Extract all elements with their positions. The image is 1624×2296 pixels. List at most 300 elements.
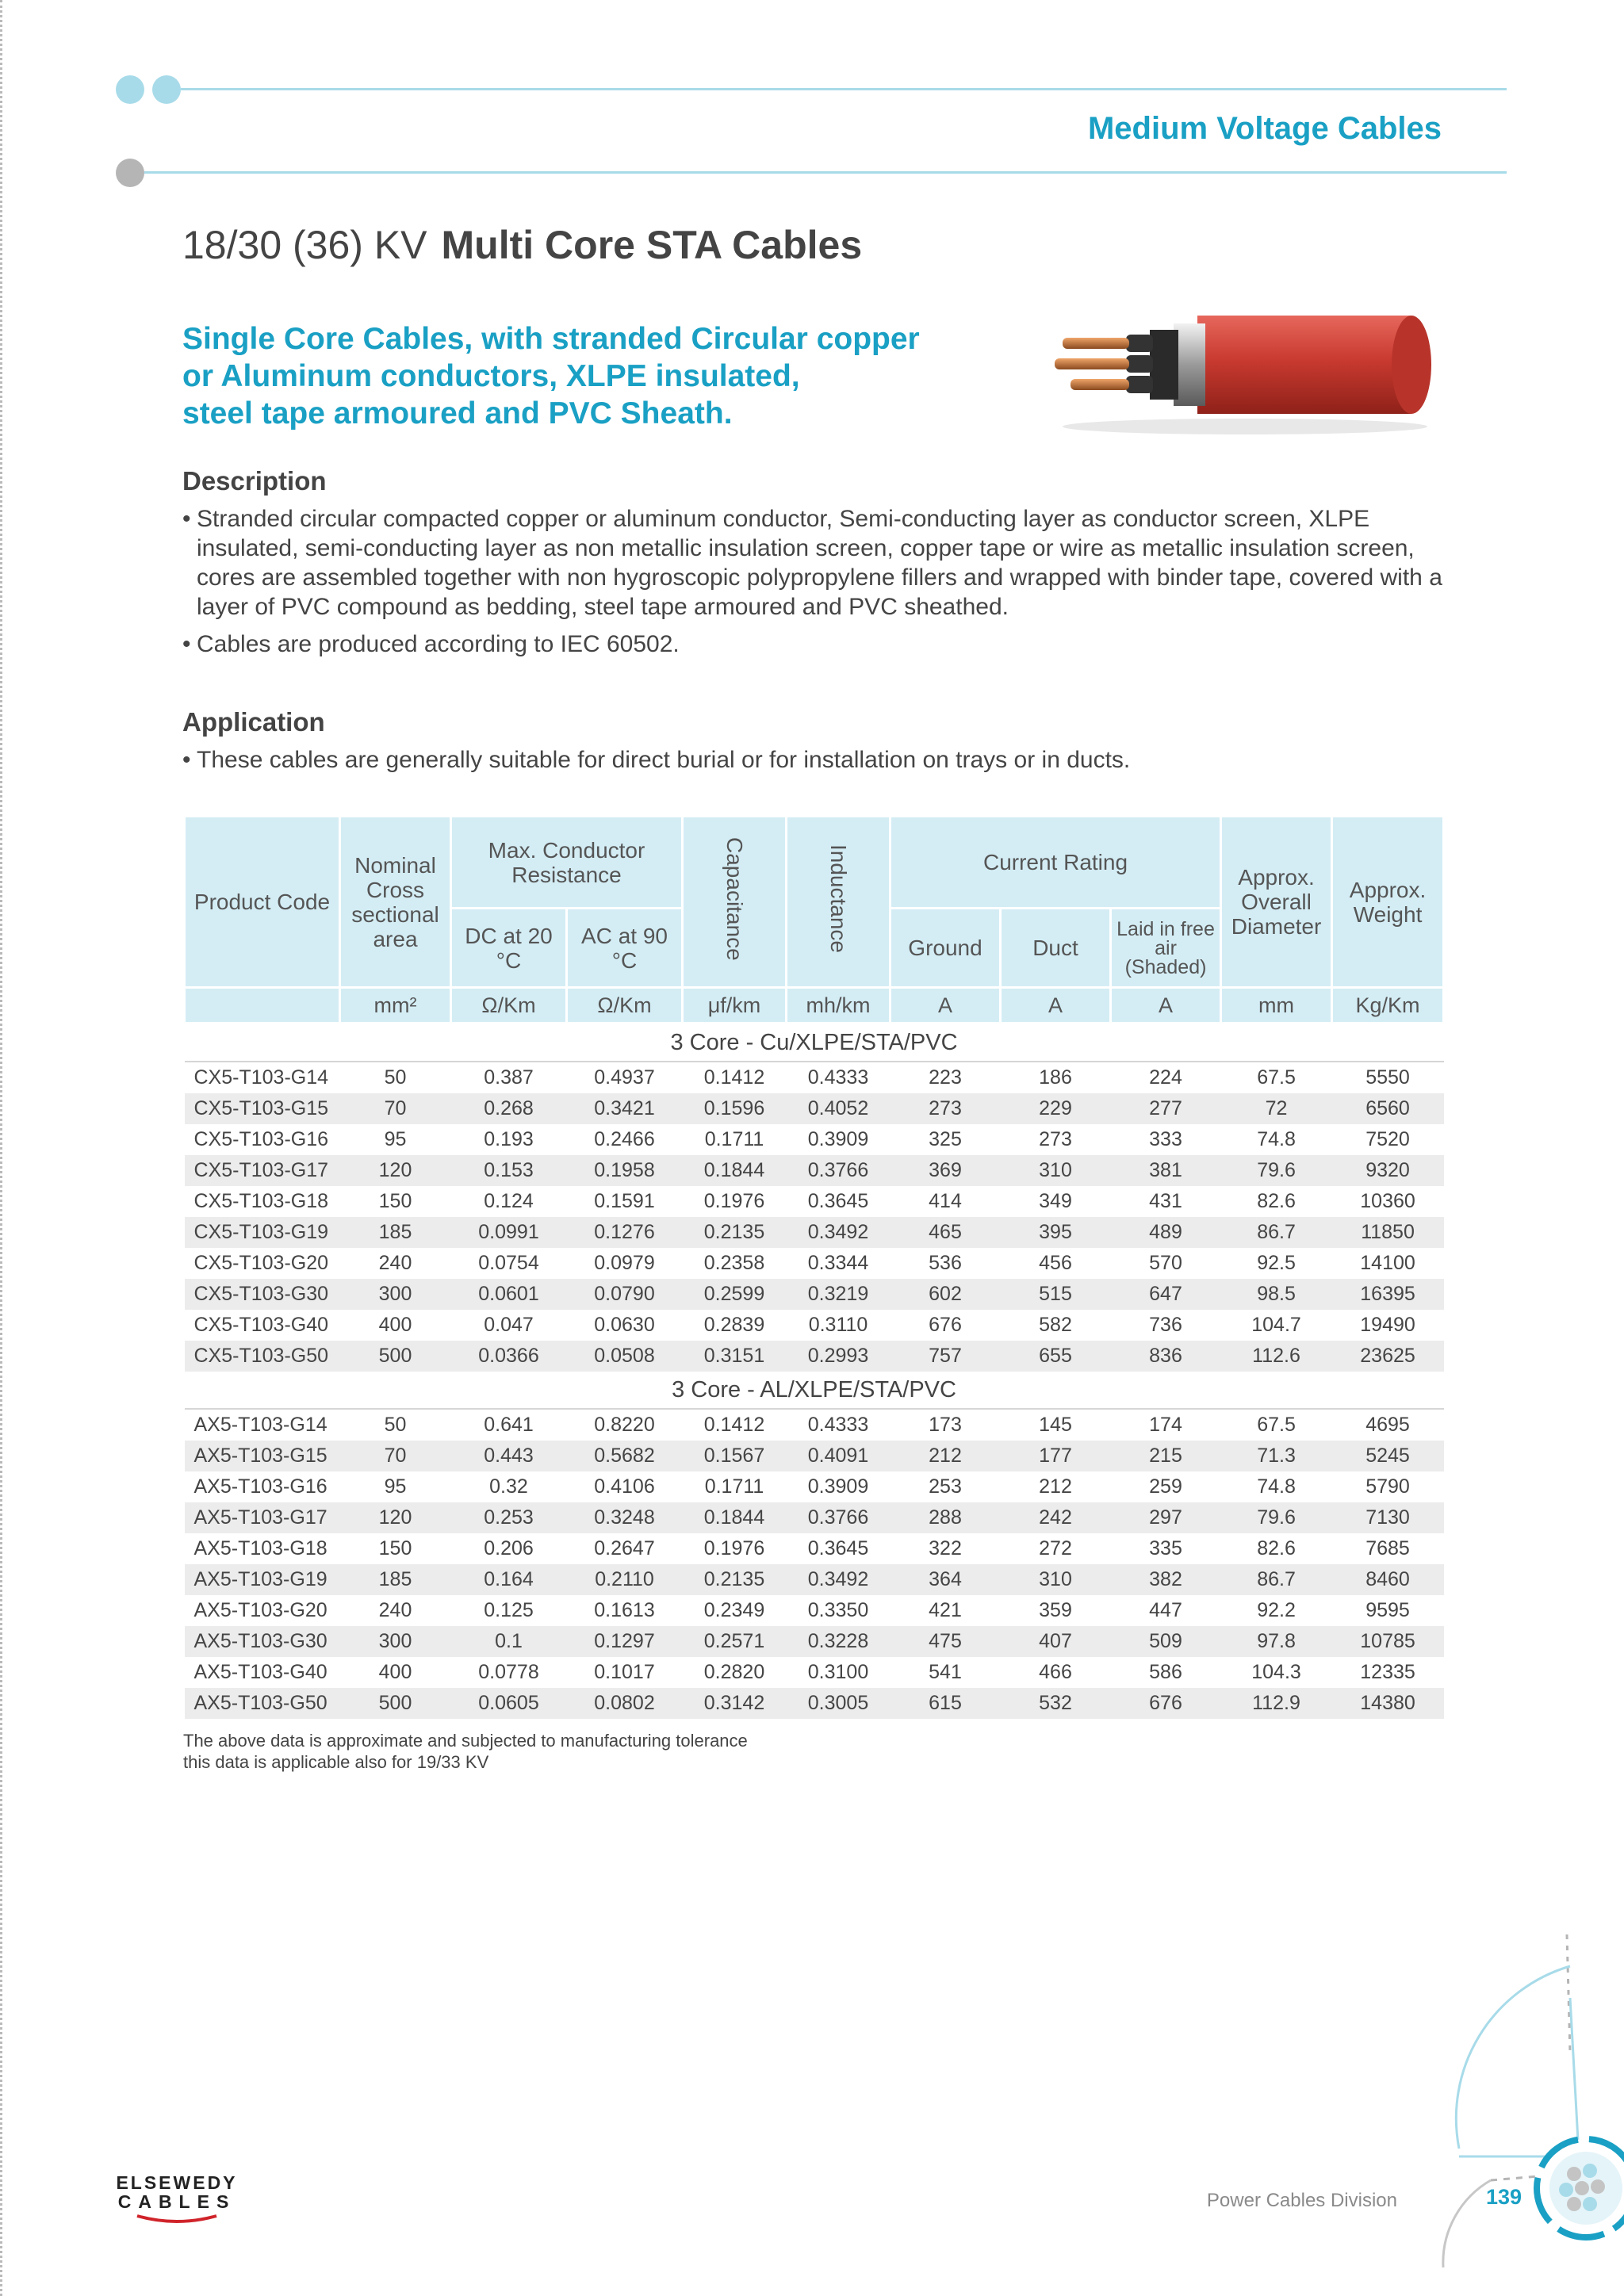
header-weight: Approx. Weight <box>1332 817 1444 988</box>
unit-cell: A <box>1111 988 1221 1024</box>
table-cell: 277 <box>1111 1093 1221 1124</box>
bullet-marker: • <box>182 506 191 532</box>
application-text: These cables are generally suitable for direct burial or for installation on trays or in ducts. <box>197 747 1131 773</box>
table-cell: 212 <box>1039 1475 1072 1498</box>
table-cell: 466 <box>1039 1661 1072 1683</box>
table-cell: 98.5 <box>1221 1279 1332 1310</box>
product-code-cell: CX5-T103-G30 <box>185 1279 340 1310</box>
product-code-cell: CX5-T103-G18 <box>193 1190 329 1212</box>
table-cell: 0.3142 <box>683 1688 787 1719</box>
table-cell: 224 <box>1149 1066 1182 1089</box>
table-cell: 359 <box>1039 1599 1072 1621</box>
table-cell: 67.5 <box>1257 1414 1296 1436</box>
table-row <box>185 1409 1444 1441</box>
table-cell: 0.4333 <box>807 1414 869 1436</box>
table-cell: 0.3005 <box>787 1688 891 1719</box>
unit-cell: A <box>891 988 1001 1024</box>
description-text: Stranded circular compacted copper or aluminum conductor, Semi-conducting layer as conductor screen, XLPE insulated, semi-conducting layer as non metallic insulation screen, copper tape or wire as metallic insulation screen, cores are assembled together with non hygroscopic polypropylene fillers and wrapped with binder tape, covered with a layer of PVC compound as bedding, steel tape armoured and PVC sheathed. <box>197 506 1442 620</box>
table-cell: 0.0979 <box>594 1252 655 1274</box>
table-body <box>185 1024 1444 1720</box>
table-cell: 456 <box>1039 1252 1072 1274</box>
table-cell: 92.5 <box>1257 1252 1296 1274</box>
table-cell: 0.443 <box>451 1441 567 1471</box>
title-cable-name: Multi Core STA Cables <box>441 223 863 267</box>
table-cell: 322 <box>929 1537 962 1559</box>
section-title-row <box>185 1024 1444 1062</box>
product-code-cell: CX5-T103-G40 <box>193 1314 329 1336</box>
table-cell: 0.3766 <box>787 1155 891 1186</box>
table-cell: 0.1844 <box>683 1155 787 1186</box>
table-cell: 212 <box>891 1441 1001 1471</box>
table-cell: 414 <box>929 1190 962 1212</box>
table-cell: 150 <box>378 1537 412 1559</box>
table-cell: 6560 <box>1332 1093 1444 1124</box>
table-cell: 7685 <box>1365 1537 1410 1559</box>
table-cell: 70 <box>340 1093 451 1124</box>
elsewedy-logo <box>113 2172 240 2229</box>
table-cell: 0.2820 <box>703 1661 765 1683</box>
table-cell: 71.3 <box>1221 1441 1332 1471</box>
product-code-cell: AX5-T103-G20 <box>193 1599 327 1621</box>
unit-cell: mm <box>1221 988 1332 1024</box>
header-nominal-area: Nominal Cross sectional area <box>340 817 451 988</box>
logo-line-1: ELSEWEDY <box>116 2172 238 2193</box>
table-cell: 0.0991 <box>451 1217 567 1248</box>
table-cell: 0.206 <box>484 1537 534 1559</box>
logo-swoosh-icon <box>113 2213 240 2225</box>
table-cell: 400 <box>378 1661 412 1683</box>
table-cell: 74.8 <box>1257 1475 1296 1498</box>
page-number: 139 <box>1486 2185 1522 2209</box>
subtitle-line: Single Core Cables, with stranded Circular copper <box>182 322 920 356</box>
table-cell: 242 <box>1001 1502 1111 1533</box>
product-code-cell: AX5-T103-G16 <box>193 1475 327 1498</box>
table-cell: 0.3766 <box>787 1502 891 1533</box>
specification-table <box>183 815 1445 1719</box>
table-cell: 150 <box>378 1190 412 1212</box>
subtitle-line: or Aluminum conductors, XLPE insulated, <box>182 359 800 393</box>
table-cell: 0.4106 <box>594 1475 655 1498</box>
table-cell: 676 <box>1111 1688 1221 1719</box>
table-cell: 145 <box>1039 1414 1072 1436</box>
table-cell: 185 <box>340 1564 451 1595</box>
table-row <box>185 1502 1444 1533</box>
table-notes <box>183 1730 748 1773</box>
header-inductance-cell <box>787 817 891 988</box>
table-cell: 381 <box>1111 1155 1221 1186</box>
table-row <box>185 1533 1444 1564</box>
table-cell: 253 <box>929 1475 962 1498</box>
table-cell: 0.3151 <box>683 1341 787 1372</box>
table-cell: 0.253 <box>451 1502 567 1533</box>
unit-cell: mh/km <box>787 988 891 1024</box>
table-cell: 0.3350 <box>807 1599 869 1621</box>
table-cell: 447 <box>1149 1599 1182 1621</box>
table-cell: 11850 <box>1332 1217 1444 1248</box>
note-line: this data is applicable also for 19/33 KV <box>183 1752 489 1772</box>
table-cell: 14100 <box>1360 1252 1415 1274</box>
table-cell: 9595 <box>1365 1599 1410 1621</box>
table-cell: 9320 <box>1332 1155 1444 1186</box>
table-cell: 79.6 <box>1221 1502 1332 1533</box>
product-code-cell: AX5-T103-G14 <box>193 1414 327 1436</box>
table-cell: 0.1 <box>451 1626 567 1657</box>
table-cell: 272 <box>1039 1537 1072 1559</box>
table-cell: 79.6 <box>1221 1155 1332 1186</box>
table-cell: 489 <box>1111 1217 1221 1248</box>
cable-product-image <box>1031 285 1443 444</box>
table-cell: 333 <box>1149 1128 1182 1150</box>
table-cell: 104.3 <box>1251 1661 1301 1683</box>
table-cell: 465 <box>891 1217 1001 1248</box>
section-title: Medium Voltage Cables <box>1087 111 1442 146</box>
table-cell: 177 <box>1001 1441 1111 1471</box>
description-bullet <box>182 629 1443 659</box>
table-cell: 0.387 <box>484 1066 534 1089</box>
table-cell: 95 <box>384 1128 407 1150</box>
table-cell: 335 <box>1149 1537 1182 1559</box>
table-cell: 0.3421 <box>567 1093 683 1124</box>
table-row <box>185 1279 1444 1310</box>
unit-cell: Ω/Km <box>567 988 683 1024</box>
unit-cell-empty <box>185 988 340 1024</box>
table-cell: 0.0508 <box>567 1341 683 1372</box>
table-cell: 0.125 <box>484 1599 534 1621</box>
description-text: Cables are produced according to IEC 60502. <box>197 631 680 657</box>
table-cell: 288 <box>891 1502 1001 1533</box>
table-cell: 0.3110 <box>808 1314 868 1336</box>
table-cell: 0.32 <box>489 1475 528 1498</box>
header-duct: Duct <box>1001 909 1111 988</box>
table-cell: 120 <box>340 1502 451 1533</box>
table-cell: 0.3100 <box>807 1661 869 1683</box>
table-row <box>185 1688 1444 1719</box>
table-row <box>185 1657 1444 1688</box>
table-cell: 5550 <box>1365 1066 1410 1089</box>
table-cell: 67.5 <box>1257 1066 1296 1089</box>
table-cell: 0.1596 <box>683 1093 787 1124</box>
table-cell: 757 <box>891 1341 1001 1372</box>
cable-cross-section-icon <box>1411 1919 1624 2296</box>
header-diameter: Approx. Overall Diameter <box>1221 817 1332 988</box>
table-cell: 112.9 <box>1221 1688 1332 1719</box>
table-cell: 655 <box>1001 1341 1111 1372</box>
table-cell: 0.1958 <box>567 1155 683 1186</box>
table-cell: 0.8220 <box>594 1414 655 1436</box>
table-cell: 0.2647 <box>594 1537 655 1559</box>
table-cell: 0.4091 <box>787 1441 891 1471</box>
table-cell: 97.8 <box>1221 1626 1332 1657</box>
table-cell: 0.641 <box>484 1414 534 1436</box>
table-cell: 0.3344 <box>807 1252 869 1274</box>
table-cell: 0.3228 <box>787 1626 891 1657</box>
table-cell: 0.1591 <box>594 1190 655 1212</box>
table-cell: 836 <box>1111 1341 1221 1372</box>
section-title: 3 Core - Cu/XLPE/STA/PVC <box>185 1024 1444 1062</box>
table-cell: 475 <box>891 1626 1001 1657</box>
table-row <box>185 1124 1444 1155</box>
product-code-cell: CX5-T103-G15 <box>185 1093 340 1124</box>
header-inductance: Inductance <box>826 844 851 953</box>
table-cell: 273 <box>891 1093 1001 1124</box>
table-cell: 500 <box>340 1688 451 1719</box>
header-ac: AC at 90 °C <box>567 909 683 988</box>
table-cell: 273 <box>1039 1128 1072 1150</box>
footer-division: Power Cables Division <box>1206 2190 1397 2211</box>
table-cell: 5245 <box>1332 1441 1444 1471</box>
product-code-cell: CX5-T103-G14 <box>193 1066 329 1089</box>
table-cell: 0.3909 <box>807 1128 869 1150</box>
table-cell: 647 <box>1111 1279 1221 1310</box>
subtitle-line: steel tape armoured and PVC Sheath. <box>182 396 733 430</box>
table-cell: 223 <box>929 1066 962 1089</box>
bullet-marker: • <box>182 747 191 773</box>
table-cell: 0.0366 <box>451 1341 567 1372</box>
table-cell: 74.8 <box>1257 1128 1296 1150</box>
unit-cell: Ω/Km <box>451 988 567 1024</box>
bullet-marker: • <box>182 631 191 657</box>
logo-line-2: CABLES <box>117 2191 236 2212</box>
product-code-cell: CX5-T103-G17 <box>185 1155 340 1186</box>
table-cell: 86.7 <box>1221 1564 1332 1595</box>
table-cell: 86.7 <box>1221 1217 1332 1248</box>
table-row <box>185 1564 1444 1595</box>
table-cell: 407 <box>1001 1626 1111 1657</box>
product-code-cell: AX5-T103-G50 <box>185 1688 340 1719</box>
table-cell: 300 <box>340 1279 451 1310</box>
table-cell: 0.2358 <box>703 1252 765 1274</box>
product-code-cell: AX5-T103-G19 <box>185 1564 340 1595</box>
table-cell: 14380 <box>1332 1688 1444 1719</box>
table-cell: 586 <box>1149 1661 1182 1683</box>
table-cell: 0.1711 <box>704 1128 764 1150</box>
table-row <box>185 1471 1444 1502</box>
table-cell: 10360 <box>1360 1190 1415 1212</box>
table-cell: 349 <box>1039 1190 1072 1212</box>
header-current-rating: Current Rating <box>891 817 1221 909</box>
table-cell: 0.1976 <box>703 1537 765 1559</box>
product-code-cell: AX5-T103-G30 <box>185 1626 340 1657</box>
table-row <box>185 1310 1444 1341</box>
table-cell: 16395 <box>1332 1279 1444 1310</box>
decor-circle-blue-1 <box>116 75 144 104</box>
table-cell: 364 <box>891 1564 1001 1595</box>
table-cell: 541 <box>929 1661 962 1683</box>
table-cell: 0.3219 <box>787 1279 891 1310</box>
application-list <box>182 745 1443 783</box>
table-cell: 240 <box>378 1599 412 1621</box>
table-cell: 104.7 <box>1251 1314 1301 1336</box>
header-rule-top <box>181 88 1507 90</box>
table-cell: 536 <box>929 1252 962 1274</box>
table-cell: 676 <box>929 1314 962 1336</box>
table-cell: 0.1567 <box>683 1441 787 1471</box>
table-cell: 570 <box>1149 1252 1182 1274</box>
table-cell: 0.0601 <box>451 1279 567 1310</box>
table-cell: 0.0778 <box>478 1661 539 1683</box>
table-cell: 0.3645 <box>807 1190 869 1212</box>
description-bullet <box>182 504 1443 622</box>
product-code-cell: CX5-T103-G20 <box>193 1252 329 1274</box>
table-cell: 0.2349 <box>703 1599 765 1621</box>
header-product-code: Product Code <box>185 817 340 988</box>
table-cell: 173 <box>929 1414 962 1436</box>
table-cell: 0.2135 <box>683 1564 787 1595</box>
table-cell: 0.3492 <box>787 1564 891 1595</box>
unit-cell: Kg/Km <box>1332 988 1444 1024</box>
description-list <box>182 504 1443 667</box>
unit-cell: μf/km <box>683 988 787 1024</box>
table-row <box>185 1595 1444 1626</box>
table-cell: 310 <box>1001 1564 1111 1595</box>
table-cell: 0.0790 <box>567 1279 683 1310</box>
table-cell: 382 <box>1111 1564 1221 1595</box>
table-cell: 736 <box>1149 1314 1182 1336</box>
table-cell: 602 <box>891 1279 1001 1310</box>
table-cell: 82.6 <box>1257 1537 1296 1559</box>
table-cell: 229 <box>1001 1093 1111 1124</box>
table-cell: 0.1412 <box>703 1414 765 1436</box>
section-title-row <box>185 1372 1444 1409</box>
table-cell: 8460 <box>1332 1564 1444 1595</box>
table-cell: 0.4333 <box>807 1066 869 1089</box>
table-cell: 0.0630 <box>594 1314 655 1336</box>
table-cell: 0.193 <box>484 1128 534 1150</box>
product-code-cell: AX5-T103-G15 <box>185 1441 340 1471</box>
table-cell: 0.5682 <box>567 1441 683 1471</box>
table-cell: 0.3248 <box>567 1502 683 1533</box>
table-row <box>185 1248 1444 1279</box>
table-cell: 0.1711 <box>704 1475 764 1498</box>
product-code-cell: CX5-T103-G50 <box>185 1341 340 1372</box>
table-cell: 0.1412 <box>703 1066 765 1089</box>
table-cell: 297 <box>1111 1502 1221 1533</box>
application-bullet <box>182 745 1443 775</box>
table-cell: 400 <box>378 1314 412 1336</box>
table-cell: 0.2466 <box>594 1128 655 1150</box>
table-cell: 300 <box>340 1626 451 1657</box>
table-cell: 0.0802 <box>567 1688 683 1719</box>
application-heading: Application <box>182 707 325 737</box>
table-cell: 0.2110 <box>567 1564 683 1595</box>
table-cell: 421 <box>929 1599 962 1621</box>
table-cell: 120 <box>340 1155 451 1186</box>
table-cell: 0.2993 <box>787 1341 891 1372</box>
table-cell: 0.124 <box>484 1190 534 1212</box>
table-cell: 259 <box>1149 1475 1182 1498</box>
decor-circle-blue-2 <box>152 75 181 104</box>
table-cell: 0.1613 <box>594 1599 655 1621</box>
page-edge-dotted-line <box>0 0 2 2296</box>
unit-cell: A <box>1001 988 1111 1024</box>
table-cell: 7130 <box>1332 1502 1444 1533</box>
table-cell: 185 <box>340 1217 451 1248</box>
table-cell: 4695 <box>1365 1414 1410 1436</box>
table-cell: 215 <box>1111 1441 1221 1471</box>
table-cell: 0.1844 <box>683 1502 787 1533</box>
table-cell: 0.047 <box>484 1314 534 1336</box>
table-cell: 174 <box>1149 1414 1182 1436</box>
table-cell: 186 <box>1039 1066 1072 1089</box>
table-cell: 509 <box>1111 1626 1221 1657</box>
table-cell: 500 <box>340 1341 451 1372</box>
product-code-cell: CX5-T103-G19 <box>185 1217 340 1248</box>
units-row <box>185 988 1444 1024</box>
table-cell: 7520 <box>1365 1128 1410 1150</box>
table-row <box>185 1341 1444 1372</box>
header-ground: Ground <box>891 909 1001 988</box>
section-title: 3 Core - AL/XLPE/STA/PVC <box>185 1372 1444 1409</box>
table-cell: 369 <box>891 1155 1001 1186</box>
title-voltage: 18/30 (36) KV <box>182 223 427 267</box>
table-cell: 0.0605 <box>451 1688 567 1719</box>
description-heading: Description <box>182 466 327 496</box>
table-cell: 0.0754 <box>478 1252 539 1274</box>
table-cell: 0.2571 <box>683 1626 787 1657</box>
table-cell: 0.2599 <box>683 1279 787 1310</box>
table-cell: 431 <box>1149 1190 1182 1212</box>
product-code-cell: CX5-T103-G16 <box>193 1128 329 1150</box>
table-cell: 0.4052 <box>787 1093 891 1124</box>
table-row <box>185 1626 1444 1657</box>
unit-cell: mm² <box>340 988 451 1024</box>
table-cell: 0.2839 <box>703 1314 765 1336</box>
table-row <box>185 1093 1444 1124</box>
table-cell: 310 <box>1001 1155 1111 1186</box>
table-row <box>185 1217 1444 1248</box>
table-cell: 240 <box>378 1252 412 1274</box>
header-free-air: Laid in free air (Shaded) <box>1111 909 1221 988</box>
table-cell: 0.1297 <box>567 1626 683 1657</box>
header-capacitance-cell <box>683 817 787 988</box>
table-cell: 92.2 <box>1257 1599 1296 1621</box>
header-capacitance: Capacitance <box>722 836 747 961</box>
table-cell: 0.2135 <box>683 1217 787 1248</box>
table-cell: 325 <box>929 1128 962 1150</box>
table-cell: 112.6 <box>1221 1341 1332 1372</box>
table-cell: 0.1276 <box>567 1217 683 1248</box>
table-cell: 0.164 <box>451 1564 567 1595</box>
table-row <box>185 1155 1444 1186</box>
table-cell: 615 <box>891 1688 1001 1719</box>
header-max-resistance: Max. Conductor Resistance <box>451 817 683 909</box>
table-cell: 515 <box>1001 1279 1111 1310</box>
table-row <box>185 1441 1444 1471</box>
table-cell: 0.1017 <box>594 1661 655 1683</box>
table-cell: 70 <box>340 1441 451 1471</box>
header-rule-bottom <box>144 171 1507 174</box>
table-cell: 82.6 <box>1257 1190 1296 1212</box>
product-code-cell: AX5-T103-G40 <box>193 1661 327 1683</box>
product-code-cell: AX5-T103-G17 <box>185 1502 340 1533</box>
header-dc: DC at 20 °C <box>451 909 567 988</box>
table-cell: 0.153 <box>451 1155 567 1186</box>
table-cell: 582 <box>1039 1314 1072 1336</box>
note-line: The above data is approximate and subjected to manufacturing tolerance <box>183 1731 748 1751</box>
table-cell: 0.3645 <box>807 1537 869 1559</box>
table-cell: 10785 <box>1332 1626 1444 1657</box>
table-cell: 23625 <box>1332 1341 1444 1372</box>
table-cell: 0.268 <box>451 1093 567 1124</box>
table-cell: 532 <box>1001 1688 1111 1719</box>
decor-circle-grey <box>116 159 144 187</box>
table-cell: 12335 <box>1360 1661 1415 1683</box>
table-cell: 95 <box>384 1475 407 1498</box>
table-cell: 0.4937 <box>594 1066 655 1089</box>
table-cell: 0.3909 <box>807 1475 869 1498</box>
table-cell: 72 <box>1221 1093 1332 1124</box>
page-title <box>182 222 862 268</box>
